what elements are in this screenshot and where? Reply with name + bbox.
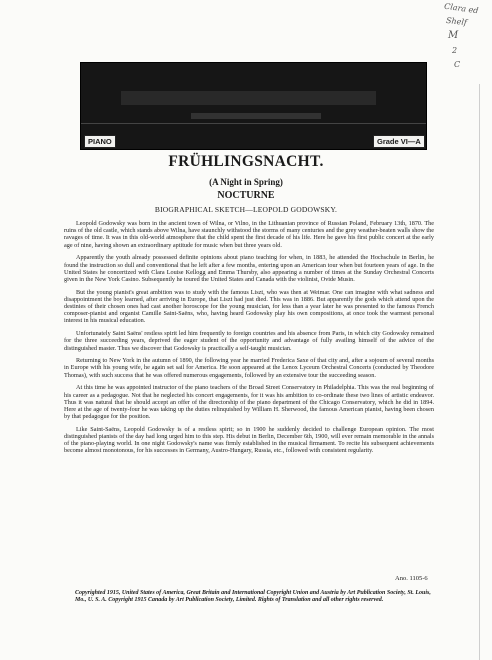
paragraph: Apparently the youth already possessed definite opinions about piano teaching for when, in 1883, he attended the Hochschule in Berlin, he found the instruction so dull and conventional that he left after a few months, entering upon an American tour when but fourteen years of age. In the United States he concertized with Clara Louise Kellogg and Emma Thursby, also appearing a number of times at the Sunday Orchestral Concerts given in the New York Casino. Subsequently he toured the United States and Canada with the violinist, Ovide Musin. (64, 254, 434, 283)
piece-form: NOCTURNE (217, 190, 275, 201)
instrument-tag: PIANO (84, 135, 116, 148)
catalog-number: Ano. 1105-6 (395, 575, 428, 582)
banner-ornament (121, 91, 376, 105)
handwritten-note-1: Clara ed (443, 1, 479, 16)
paragraph: Leopold Godowsky was born in the ancient town of Wilna, or Vilno, in the Lithuanian province of Russian Poland, February 13th, 1870. The ruins of the old castle, which stands above Wilna, have staunchly withstood the storms of many centuries and the grey weather-beaten walls show the ravages of time. It was in this old-world atmosphere that the child spent the first decade of his life. Here he gave his first public concert at the early age of nine, having shown an extraordinary aptitude for music when but three years old. (64, 220, 434, 249)
handwritten-note-4: 2 (452, 46, 458, 55)
paragraph: Returning to New York in the autumn of 1890, the following year he married Frederica Saxe of that city and, after a sojourn of several months in Europe with his young wife, he again set sail for America. He soon appeared at the Lenox Lyceum Orchestral Concerts (conducted by Theodore Thomas), with such success that he was offered numerous engagements, followed by an extensive tour the succeeding season. (64, 357, 434, 379)
page-edge-line (479, 84, 480, 660)
biography-text (64, 220, 434, 460)
handwritten-note-2: Shelf (445, 15, 468, 28)
handwritten-note-5: C (454, 60, 461, 69)
grade-tag: Grade VI—A (373, 135, 425, 148)
paragraph: Like Saint-Saëns, Leopold Godowsky is of a restless spirit; so in 1900 he suddenly decided to challenge European opinion. The most distinguished pianists of the day had long urged him to this step. His debut in Berlin, December 6th, 1900, will ever remain memorable in the annals of the piano-playing world. In one night Godowsky's name was firmly established in the musical firmament. To recite his subsequent achievements become almost monotonous, for his successes in Germany, Austro-Hungary, Russia, etc., followed with consistent regularity. (64, 425, 434, 455)
banner-ornament-lower (191, 113, 321, 119)
banner-rule (81, 123, 426, 124)
sketch-heading: BIOGRAPHICAL SKETCH—LEOPOLD GODOWSKY. (154, 205, 338, 214)
paragraph: But the young pianist's great ambition was to study with the famous Liszt, who was then at Weimar. One can imagine with what sadness and disappointment the boy learned, after arriving in Europe, that Liszt had just died. This was in 1886. But apparently the gods which attend upon the destinies of their chosen ones had cast another horoscope for the young musician, for less than a year later he was presented to the famous French composer-pianist and organist Camille Saint-Saëns, who, having heard Godowsky play his own compositions, at once took the warmest personal interest in his musical education. (64, 288, 434, 325)
paragraph: Unfortunately Saint Saëns' restless spirit led him frequently to foreign countries and his absence from Paris, in which city Godowsky remained for the three succeeding years, deprived the eager student of the opportunity and advantage of fully availing himself of the advice of the distinguished master. Thus we discover that Godowsky is practically a self-taught musician. (64, 330, 434, 352)
paragraph: At this time he was appointed instructor of the piano teachers of the Broad Street Conservatory in Philadelphia. This was the real beginning of his career as a pedagogue. Not that he neglected his concert engagements, for it was his ambition to co-ordinate these two lines of artistic endeavor. Thus it was natural that he should accept an offer of the directorship of the piano department of the Chicago Conservatory, which he did in 1894. Here at the age of twenty-four he was taking up the duties relinquished by William H. Sherwood, the famous American pianist, having been chosen by that pedagogue for the position. (64, 384, 434, 421)
handwritten-note-3: M (448, 30, 459, 41)
piece-subtitle: (A Night in Spring) (209, 177, 283, 187)
copyright-notice: Copyrighted 1915, United States of America, Great Britain and International Copyright Union and Austria by Art Publication Society, St. Louis, Mo., U. S. A. Copyright 1915 Canada by Art Publication Society, Limited. Rights of Translation and all other rights reserved. (75, 590, 431, 604)
piece-title: FRÜHLINGSNACHT. (168, 153, 324, 170)
